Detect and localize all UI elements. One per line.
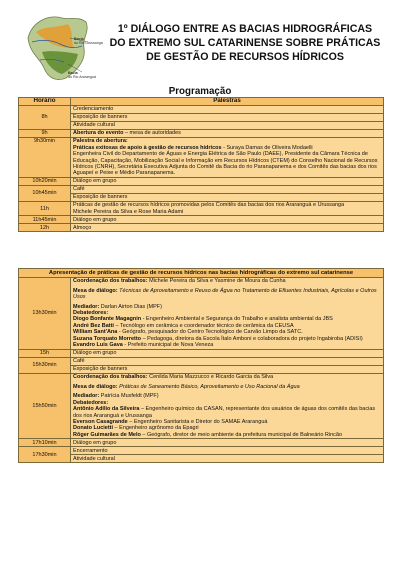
activity-cell: Diálogo em grupo — [71, 216, 384, 224]
activity-text: – mesa de autoridades — [123, 130, 181, 137]
keynote-title: Práticas exitosas de apoio à gestão de recursos hídricos — [73, 144, 222, 151]
title-line-3: DE GESTÃO DE RECURSOS HÍDRICOS — [146, 51, 344, 63]
table-row — [19, 130, 384, 138]
activity-speakers: Michele Pereira da Silva e Rose Maria Adami — [73, 208, 184, 215]
keynote-label: Palestra de abertura: — [73, 138, 128, 145]
coordination-label: Coordenação dos trabalhos: — [73, 278, 148, 285]
activity-text: Práticas de gestão de recursos hídricos promovidas pelos Comitês das bacias dos rios Araranguá e Urussanga — [73, 202, 345, 209]
table-row — [19, 114, 384, 122]
list-item: André Bez Batti – Tecnólogo em cerâmica e coordenador técnico de cerâmica da CEUSA — [73, 322, 294, 329]
table-row — [19, 447, 384, 455]
time-cell: 11h45min — [19, 216, 71, 224]
list-item: Diogo Bonfante Magagnin - Engenheiro Ambiental e Segurança do Trabalho e analista ambiental da JBS — [73, 316, 333, 323]
table-row — [19, 122, 384, 130]
table-row — [19, 455, 384, 463]
activity-bold-text: Abertura do evento — [73, 130, 124, 137]
time-cell: 9h30min — [19, 138, 71, 178]
table-row — [19, 277, 384, 349]
panel-cell — [71, 373, 384, 439]
table-row — [19, 194, 384, 202]
coordination-names: Michele Pereira da Silva e Yasmine de Moura da Cunha — [147, 278, 286, 285]
table-header-row — [19, 269, 384, 278]
coordination-names: Cenilda Maria Mazzucco e Ricardo Garcia da Silva — [147, 374, 274, 381]
keynote-cell — [71, 138, 384, 178]
list-item: Donato Lucietti – Engenheiro agrônomo da Epagri — [73, 425, 199, 432]
debaters-label: Debatedores: — [73, 310, 109, 317]
panel-cell — [71, 277, 384, 349]
time-column-header: Horário — [19, 98, 71, 106]
talks-column-header: Palestras — [71, 98, 384, 106]
svg-text:Bacia: Bacia — [74, 37, 84, 41]
time-cell: 8h — [19, 106, 71, 130]
activity-cell — [71, 202, 384, 216]
table-row — [19, 349, 384, 357]
table-row — [19, 186, 384, 194]
activity-cell: Café — [71, 357, 384, 365]
panel-topic: Técnicas de Aproveitamento e Reuso de Água no Tratamento de Efluentes Industriais, Agrícolas e Outros Usos — [73, 287, 377, 301]
mediator-label: Mediador: — [73, 303, 100, 310]
table-row — [19, 138, 384, 178]
table-row — [19, 178, 384, 186]
activity-cell: Atividade cultural — [71, 455, 384, 463]
panel-label: Mesa de diálogo: — [73, 287, 118, 294]
panel-topic: Práticas de Saneamento Básico, Aproveitamento e Uso Racional da Água — [117, 383, 300, 390]
activity-cell: Exposição de banners — [71, 365, 384, 373]
activity-cell: Exposição de banners — [71, 194, 384, 202]
basins-map-icon — [22, 8, 104, 88]
time-cell: 10h20min — [19, 178, 71, 186]
mediator-name: Patrícia Muxfeldt (MPF) — [99, 393, 159, 400]
time-cell: 9h — [19, 130, 71, 138]
table-row — [19, 365, 384, 373]
time-cell: 15h30min — [19, 357, 71, 373]
table-row — [19, 202, 384, 216]
time-cell: 17h30min — [19, 447, 71, 463]
activity-cell: Diálogo em grupo — [71, 349, 384, 357]
activity-cell: Credenciamento — [71, 106, 384, 114]
svg-text:do Rio Araranguá: do Rio Araranguá — [68, 75, 96, 79]
program-subtitle: Programação — [168, 86, 232, 97]
afternoon-schedule-table — [18, 268, 384, 463]
time-cell: 17h10min — [19, 439, 71, 447]
title-line-1: 1º DIÁLOGO ENTRE AS BACIAS HIDROGRÁFICAS — [117, 23, 373, 35]
title-line-2: DO EXTREMO SUL CATARINENSE SOBRE PRÁTICAS — [109, 37, 381, 49]
keynote-speaker: - Suraya Damas de Oliveira Modaelli — [221, 144, 313, 151]
time-cell: 12h — [19, 224, 71, 232]
activity-cell: Exposição de banners — [71, 114, 384, 122]
basins-logo — [22, 8, 104, 88]
table-row — [19, 357, 384, 365]
mediator-label: Mediador: — [73, 393, 100, 400]
time-cell: 10h45min — [19, 186, 71, 202]
mediator-name: Darlan Airton Dias (MPF) — [99, 303, 162, 310]
activity-cell — [71, 130, 384, 138]
svg-text:do Rio Urussanga: do Rio Urussanga — [74, 41, 103, 45]
table-row — [19, 106, 384, 114]
list-item: Suzana Torquato Morretto – Pedagoga, diretora da Escola Ítalo Amboni e colaboradora do projeto Ingabiroba (ADISI) — [73, 335, 363, 342]
activity-cell: Atividade cultural — [71, 122, 384, 130]
list-item: Rôger Guimarães de Melo – Geógrafo, diretor de meio ambiente da prefeitura municipal de Balneário Rincão — [73, 431, 343, 438]
activity-cell: Diálogo em grupo — [71, 178, 384, 186]
panel-label: Mesa de diálogo: — [73, 383, 118, 390]
list-item: William Sant'Ana - Geógrafo, pesquisador do Centro Tecnológico de Carvão Limpo da SATC. — [73, 329, 303, 336]
list-item: Everson Casagrande – Engenheiro Sanitarista e Diretor do SAMAE Araranguá — [73, 418, 268, 425]
keynote-speaker-bio: Engenheira Civil do Departamento de Águas e Energia Elétrica de São Paulo (DAEE), Presidente da Câmara Técnica de Educação, Capacitação, Mobilização Social e Informação em Recursos Hídricos (CTEM) do Conselho Nacional de Recursos Hídricos (CNRH), Secretária Executiva Adjunta do Comitê da Bacia do rio Paranapanema e dos Comitês das bacias dos rios Aguapeí e Peixe e Médio Paranapanema. — [73, 151, 378, 177]
coordination-label: Coordenação dos trabalhos: — [73, 374, 148, 381]
afternoon-section-heading: Apresentação de práticas de gestão de recursos hídricos nas bacias hidrográficas do extremo sul catarinense — [19, 269, 384, 278]
svg-text:Bacia: Bacia — [68, 71, 78, 75]
table-row — [19, 439, 384, 447]
table-header-row — [19, 98, 384, 106]
activity-cell: Café — [71, 186, 384, 194]
list-item: Antônio Adílio da Silveira – Engenheiro químico da CASAN, representante dos usuários de águas dos comitês das bacias dos rios Araranguá e Urussanga — [73, 406, 376, 419]
time-cell: 15h — [19, 349, 71, 357]
table-row — [19, 224, 384, 232]
activity-cell: Almoço — [71, 224, 384, 232]
list-item: Evandro Luis Gava - Prefeito municipal de Nova Veneza — [73, 342, 214, 349]
activity-cell: Diálogo em grupo — [71, 439, 384, 447]
morning-schedule-table — [18, 97, 384, 232]
debaters-label: Debatedores: — [73, 399, 109, 406]
activity-cell: Encerramento — [71, 447, 384, 455]
event-title — [100, 22, 390, 64]
table-row — [19, 216, 384, 224]
time-cell: 11h — [19, 202, 71, 216]
table-row — [19, 373, 384, 439]
time-cell: 15h50min — [19, 373, 71, 439]
time-cell: 13h30min — [19, 277, 71, 349]
